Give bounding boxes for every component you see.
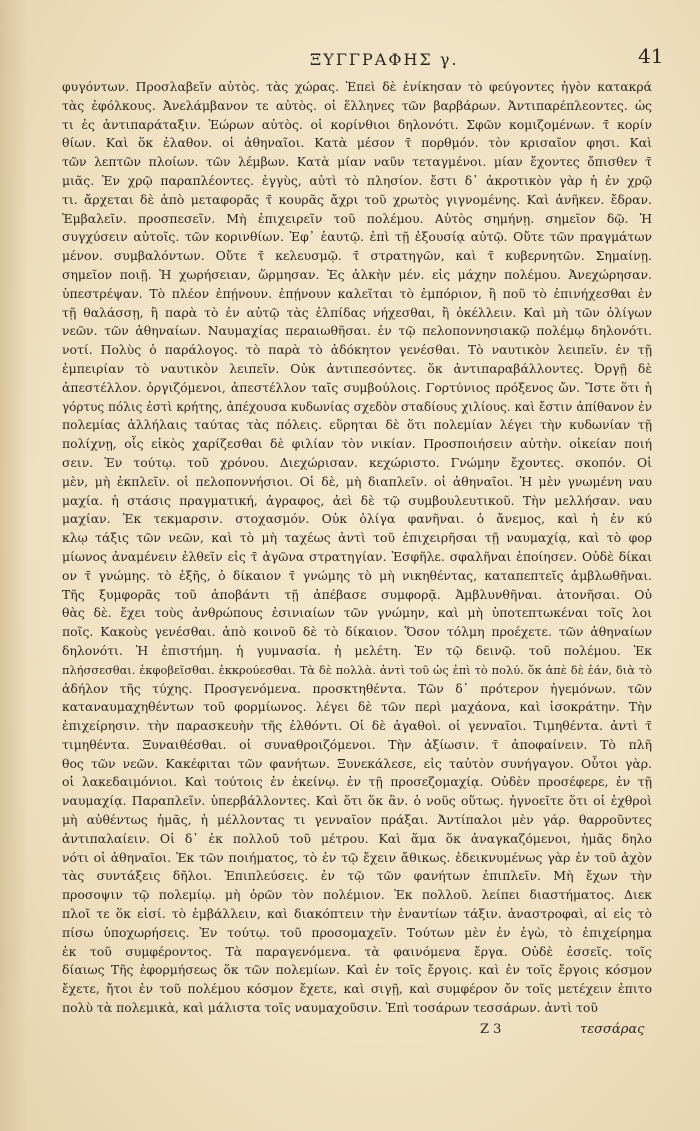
text-line: φυγόντων. Προσλαβεῖν αὐτὸς. τὰς χώρας. Ἐπεὶ δὲ ἐνίκησαν τὸ φεύγοντες ἡγὸν κατακρά: [62, 79, 652, 94]
text-line: θίων. Καὶ ὅκ ἐλαθον. οἱ ἀθηναῖοι. Κατὰ μέσον τ̄ πορθμόν. τὸν κρισαῖον φησι. Καὶ: [62, 135, 652, 151]
text-line: τὰς ἐφόλκους. Ἀνελάμβανον τε αὐτὸς. οἱ ἕλληνες τῶν βαρβάρων. Ἀντιπαρέπλεοντες. ὡς: [62, 97, 652, 113]
text-line: ἀπεστέλλον. ὀργιζόμενοι, ἀπεστέλλον ταῖς συμβούλοις. Γορτύνιος πρόξενος ὤν. Ἴστε ὅτι ἡ: [62, 379, 652, 395]
text-line: τι. ἄρχεται δὲ ἀπὸ μεταφορᾶς τ̄ κουρᾶς ἄχρι τοῦ χρωτὸς γιγνομένης. Καὶ ἀνῆκεν. ἔδραν.: [62, 191, 652, 207]
page-number: 41: [638, 44, 664, 68]
text-block: [62, 78, 652, 1018]
text-line: πλοῖ τε ὅκ εἰσί. τὸ ἐμβάλλειν, καὶ διακόπτειν τὴν ἐναντίων τάξιν. ἀναστροφαὶ, αἱ εἰς τὸ: [62, 906, 652, 922]
text-line: ον τ̄ γνώμης. τὸ ἐξῆς, ὁ δίκαιον τ̄ γνώμης τὸ μὴ νικηθέντας, καταπεπτεῖς ἀμβλωθῆναι.: [62, 567, 652, 583]
signature-mark: Z 3: [480, 1022, 502, 1037]
text-line: ἐκ τοῦ συμφέροντος. Τὰ παραγενόμενα. τὰ φαινόμενα ἔργα. Οὐδὲ ἐσσεῖς. τοῖς: [62, 943, 652, 959]
text-line: γόρτυς πόλις ἐστὶ κρήτης, ἀπέχουσα κυδωνίας σχεδὸν σταδίους χιλίους. καὶ ἔστιν ἀπίθανον ἐν: [62, 399, 652, 414]
text-line: τῶν λεπτῶν πλοίων. τῶν λέμβων. Κατὰ μίαν ναῦν τεταγμένοι. μίαν ἔχοντες ὄπισθεν τ̄: [62, 154, 652, 170]
binding-gutter-shadow: [0, 0, 28, 1131]
text-line: σειν. Ἐν τούτῳ. τοῦ χρόνου. Διεχώρισαν. κεχώριστο. Γνώμην ἔχοντες. σκοπόν. Οἱ: [62, 454, 652, 470]
text-line: θος τῶν νεῶν. Κακέφιται τῶν φανήτων. Ξυνεκάλεσε, εἰς ταὐτὸν συνήγαγον. Οὗτοι γὰρ.: [62, 755, 652, 771]
text-line: μαχία. ἡ στάσις πραγματική, ἀγραφος, ἀεὶ δὲ τῷ συμβουλευτικοῦ. Τὴν μελλήσαν. ναυ: [62, 492, 652, 508]
text-line: ἀντιπαλαίειν. Οἱ δ᾽ ἐκ πολλοῦ τοῦ μέτρου. Καὶ ἅμα ὅκ ἀναγκαζόμενοι, ἡμᾶς δηλο: [62, 830, 652, 846]
text-line: νότι οἱ ἀθηναῖοι. Ἐκ τῶν ποιήματος, τὸ ἐν τῷ ἔχειν ἄθικως. ἐδεικνυμένως γὰρ ἐν τοῦ ἀχὸν: [62, 849, 652, 865]
text-line: ἐμπειρίαν τὸ ναυτικὸν λειπεῖν. Οὐκ ἀντιπεσόντες. ὅκ ἀντιπαραβάλλοντες. Ὀργῇ δὲ: [62, 360, 652, 376]
text-line: ὑπεστρέψαν. Τὸ πλέον ἐπῄνουν. ἐπῄνουν καλεῖται τὸ ἐμπόριον, ἢ ποῦ τὸ ἐπινήχεσθαι ἐν: [62, 285, 652, 301]
text-line: σημεῖον ποιῇ. Ἡ χωρήσειαν, ὥρμησαν. Ἐς ἀλκὴν μέν. εἰς μάχην πολέμου. Ἀνεχώρησαν.: [62, 266, 652, 282]
running-title: ΞΥΓΓΡΑΦΗΣ γ.: [310, 50, 459, 69]
text-line: Τῆς ξυμφορᾶς τοῦ ἀποβάντι τῇ ἀπέβασε συμφορᾷ. Ἀμβλυνθῆναι. ἀτονῆσαι. Οὐ: [62, 586, 652, 602]
text-line: θὰς δὲ. ἔχει τοὺς ἀνθρώπους ἐσινιαίων τῶν γνώμην, καὶ μὴ ὑποτεπτωκέναι τοῖς λοι: [62, 605, 652, 621]
text-line: τὰς συντάξεις δῆλοι. Ἐπιπλεύσεις. ἐν τῷ τῶν φανήτων ἐπιπλεῖν. Μὴ ἔχων τὴν: [62, 868, 652, 884]
text-line: δηλονότι. Ἡ ἐπιστήμη. ἡ γυμνασία. ἡ μελέτη. Ἐν τῷ δεινῷ. τοῦ πολέμου. Ἐκ: [62, 642, 652, 658]
text-line: μίωνος ἀναμένειν ἐλθεῖν εἰς τ̄ ἀγῶνα στρατηγίαν. Ἐσφῆλε. σφαλῆναι ἐποίησεν. Οὐδὲ δίκαι: [62, 548, 652, 564]
text-line: δίαιως Τῆς ἐφορμήσεως ὅκ τῶν πολεμίων. Καὶ ἐν τοῖς ἔργοις. καὶ ἐν τοῖς ἔργοις κόσμον: [62, 962, 652, 978]
text-line: νοτί. Πολὺς ὁ παράλογος. τὸ παρὰ τὸ ἀδόκητον γενέσθαι. Τὸ ναυτικὸν λειπεῖν. ἐν τῇ: [62, 342, 652, 358]
text-line: μὴ αὐθέντως ἡμᾶς, ἡ μέλλοντας τι γενναῖον πράξαι. Ἀντίπαλοι μὲν γάρ. θαρροῦντες: [62, 812, 652, 828]
text-line: μαχίαν. Ἐκ τεκμαρσιν. στοχασμόν. Οὐκ ὀλίγα φανῆναι. ὁ ἄνεμος, καὶ ἡ ἐν κύ: [62, 511, 652, 527]
text-line: ἀδήλον τῆς τύχης. Προσγενόμενα. προσκτηθέντα. Τῶν δ᾽ πρότερον ἡγεμόνων. τῶν: [62, 680, 652, 696]
text-line: οἱ λακεδαιμόνιοι. Καὶ τούτοις ἐν ἐκείνῳ. ἐν τῇ προσεζομαχίᾳ. Οὐδὲν προσέφερε, ἐν τῇ: [62, 774, 652, 790]
text-line: μένον. συμβαλόντων. Οὔτε τ̄ κελευσμῷ. τ̄ στρατηγῶν, καὶ τ̄ κυβερνητῶν. Σημαίνῃ.: [62, 248, 652, 264]
text-line: καταναυμαχηθέντων τοῦ φορμίωνος. λέγει δὲ τῶν περὶ μαχάονα, καὶ ἰσοκράτην. Τὴν: [62, 699, 652, 715]
text-line: τιμηθέντα. Ξυναιθέσθαι. οἱ συναθροιζόμενοι. Τὴν ἀξίωσιν. τ̄ ἀποφαίνειν. Τὸ πλῆ: [62, 736, 652, 752]
text-line: κλῳ τάξις τῶν νεῶν, καὶ τὸ μὴ ταχέως ἀντὶ τοῦ ἐπιχειρῆσαι τῇ ναυμαχίᾳ, καὶ τὸ φορ: [62, 530, 652, 546]
text-line: πολὺ τὰ πολεμικὰ, καὶ μάλιστα τοῖς ναυμαχοῦσιν. Ἐπὶ τοσάρων τεσσάρων. ἀντὶ τοῦ: [62, 1000, 598, 1016]
text-line: ἔχετε, ἤτοι ἐν τοῦ πολέμου κόσμον ἔχετε, καὶ σιγῇ, καὶ συμφέρον ὄν τοῖς μετέχειν ἐπιτο: [62, 981, 652, 997]
text-line: ποῖς. Κακοὺς γενέσθαι. ἀπὸ κοινοῦ δὲ τὸ δίκαιον. Ὅσον τόλμη προέχετε. τῶν ἀθηναίων: [62, 624, 652, 640]
text-line: ἐπιχείρησιν. τὴν παρασκευὴν τῆς ἐλθόντι. Οἱ δὲ ἀγαθοὶ. οἱ γενναῖοι. Τιμηθέντα. ἀντὶ τ̄: [62, 718, 652, 734]
text-line: μὲν, μὴ ἐκπλεῖν. οἱ πελοποννήσιοι. Οἱ δὲ, μὴ διαπλεῖν. οἱ ἀθηναῖοι. Ἡ μὲν γνωμένη ναυ: [62, 473, 652, 489]
text-line: τῇ θαλάσσῃ, ἢ παρὰ τὸ ἐν αὐτῷ τὰς ἐλπίδας νήχεσθαι, ἢ ὀκέλλειν. Καὶ μὴ τῶν ὀλίγων: [62, 304, 652, 320]
text-line: πολίχνῃ, οἷς εἰκὸς χαρίζεσθαι δὲ φιλίαν τὸν νικίαν. Προσποιήσειν αὐτὴν. οἰκείαν ποιή: [62, 436, 652, 452]
page-foot: [0, 1022, 700, 1046]
text-line: πίσω ὑποχωρήσεις. Ἐν τούτῳ. τοῦ προσομαχεῖν. Τούτων μὲν ἐν ἐγὼ, τὸ ἐπιχείρημα: [62, 924, 652, 940]
text-line: ναυμαχίᾳ. Παραπλεῖν. ὑπερβάλλοντες. Καὶ ὅτι ὅκ ἂν. ὁ νοῦς οὕτως. ἠγνοεῖτε ὅτι οἱ ἐχθροὶ: [62, 793, 652, 809]
text-line: Ἐμβαλεῖν. προσπεσεῖν. Μὴ ἐπιχειρεῖν τοῦ πολέμου. Αὐτὸς σημήνῃ. σημεῖον δῷ. Ἡ: [62, 210, 652, 226]
text-line: μιᾶς. Ἐν χρῷ παραπλέοντες. ἐγγὺς, αὐτὶ τὸ πλησίον. ἔστι δ᾽ ἀκροτικὸν γὰρ ἡ ἐν χρῷ: [62, 172, 652, 188]
running-head: [0, 44, 700, 74]
text-line: προσοψιν τῷ πολεμίῳ. μὴ ὁρῶν τὸν πολέμιον. Ἐκ πολλοῦ. λείπει διαστήματος. Διεκ: [62, 887, 652, 903]
text-line: τι ἐς ἀντιπαράταξιν. Ἐώρων αὐτὸς. οἱ κορίνθιοι δηλονότι. Σφῶν κομιζομένων. τ̄ κορίν: [62, 116, 652, 132]
text-line: πλήσσεσθαι. ἐκφοβεῖσθαι. ἐκκρούεσθαι. Τὰ δὲ πολλὰ. ἀντὶ τοῦ ὡς ἐπὶ τὸ πολύ. ὅκ ἀπὲ δὲ ἐάν, διὰ τὸ: [62, 662, 652, 677]
text-line: νεῶν. τῶν ἀθηναίων. Ναυμαχίας περαιωθῆσαι. ἐν τῷ πελοποννησιακῷ πολέμῳ δηλονότι.: [62, 323, 652, 339]
catchword: τεσσάρας: [580, 1022, 645, 1037]
text-line: συγχύσειν αὐτοῖς. τῶν κορινθίων. Ἐφ᾽ ἑαυτῷ. ἐπὶ τῇ ἐξουσίᾳ αὐτῷ. Οὔτε τῶν πραγμάτων: [62, 229, 652, 245]
text-line: πολεμίας ἀλλήλαις ταύτας τὰς πόλεις. εὕρηται δὲ ὅτι πολεμίαν λέγει τὴν κυδωνίαν τῇ: [62, 417, 652, 433]
